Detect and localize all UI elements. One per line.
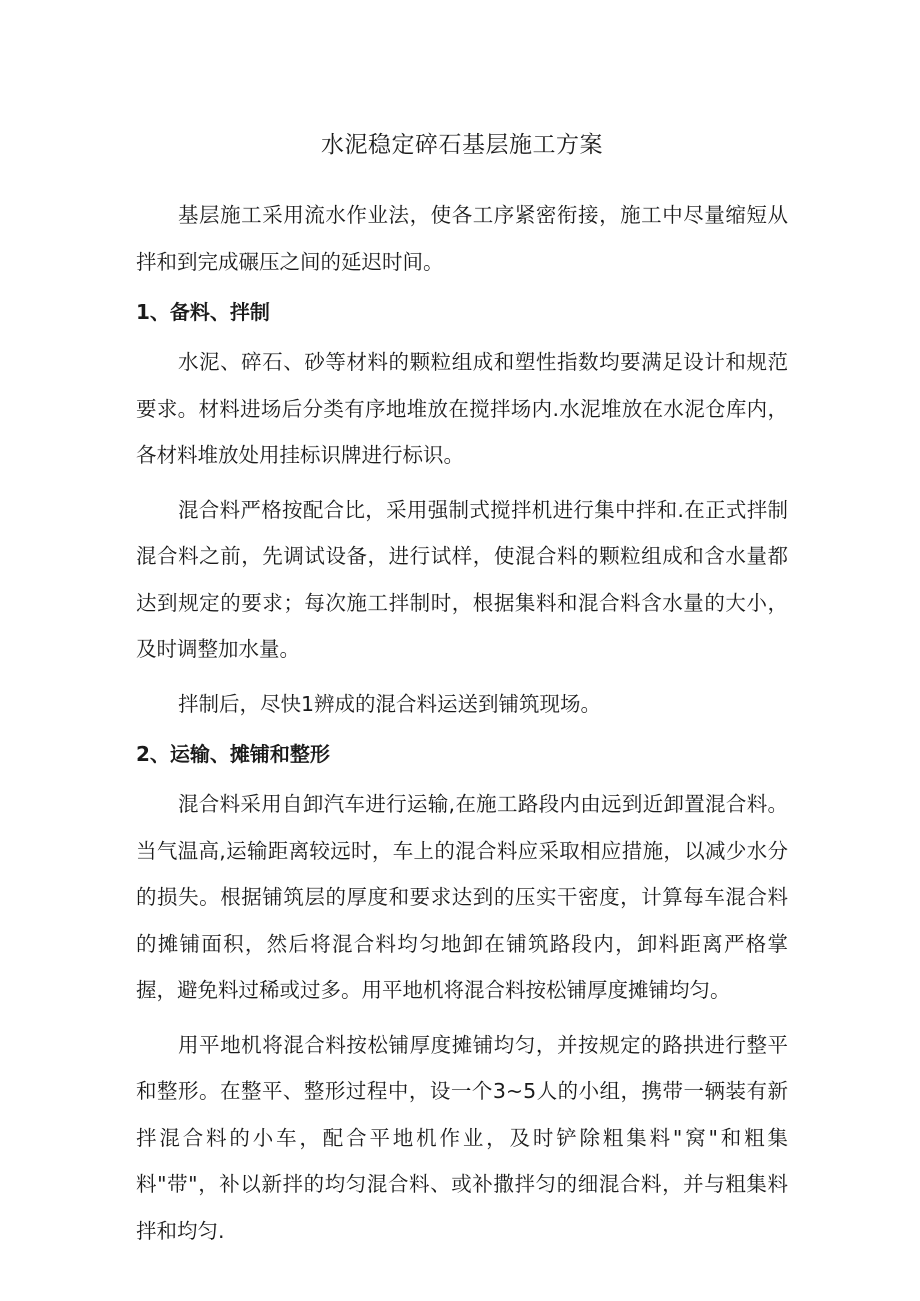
paragraph-gap bbox=[136, 673, 788, 681]
section-1-paragraph-3: 拌制后，尽快1辨成的混合料运送到铺筑现场。 bbox=[178, 691, 602, 716]
intro-paragraph: 基层施工采用流水作业法，使各工序紧密衔接，施工中尽量缩短从拌和到完成碾压之间的延迟时间。 bbox=[136, 203, 788, 274]
paragraph-gap bbox=[136, 1014, 788, 1022]
section-1-heading: 1、备料、拌制 bbox=[136, 300, 270, 324]
section-2-paragraph-2: 用平地机将混合料按松铺厚度摊铺均匀，并按规定的路拱进行整平和整形。在整平、整形过程中，设一个3~5人的小组，携带一辆装有新拌混合料的小车，配合平地机作业，及时铲除粗集料"窝"和粗集料"带"，补以新拌的均匀混合料、或补撒拌匀的细混合料，并与粗集料拌和均匀. bbox=[136, 1032, 788, 1243]
section-2-heading: 2、运输、摊铺和整形 bbox=[136, 742, 330, 766]
paragraph-gap bbox=[136, 479, 788, 487]
section-2-paragraph-1: 混合料采用自卸汽车进行运输,在施工路段内由远到近卸置混合料。当气温高,运输距离较远时，车上的混合料应采取相应措施，以减少水分的损失。根据铺筑层的厚度和要求达到的压实干密度，计算每车混合料的摊铺面积，然后将混合料均匀地卸在铺筑路段内，卸料距离严格掌握，避免料过稀或过多。用平地机将混合料按松铺厚度摊铺均匀。 bbox=[136, 792, 788, 1002]
section-1-paragraph-2: 混合料严格按配合比，采用强制式搅拌机进行集中拌和.在正式拌制混合料之前，先调试设备，进行试样，使混合料的颗粒组成和含水量都达到规定的要求；每次施工拌制时，根据集料和混合料含水量的大小，及时调整加水量。 bbox=[136, 497, 788, 661]
section-1-paragraph-1: 水泥、碎石、砂等材料的颗粒组成和塑性指数均要满足设计和规范要求。材料进场后分类有序地堆放在搅拌场内.水泥堆放在水泥仓库内，各材料堆放处用挂标识牌进行标识。 bbox=[136, 350, 788, 467]
document-title: 水泥稳定碎石基层施工方案 bbox=[321, 132, 603, 158]
